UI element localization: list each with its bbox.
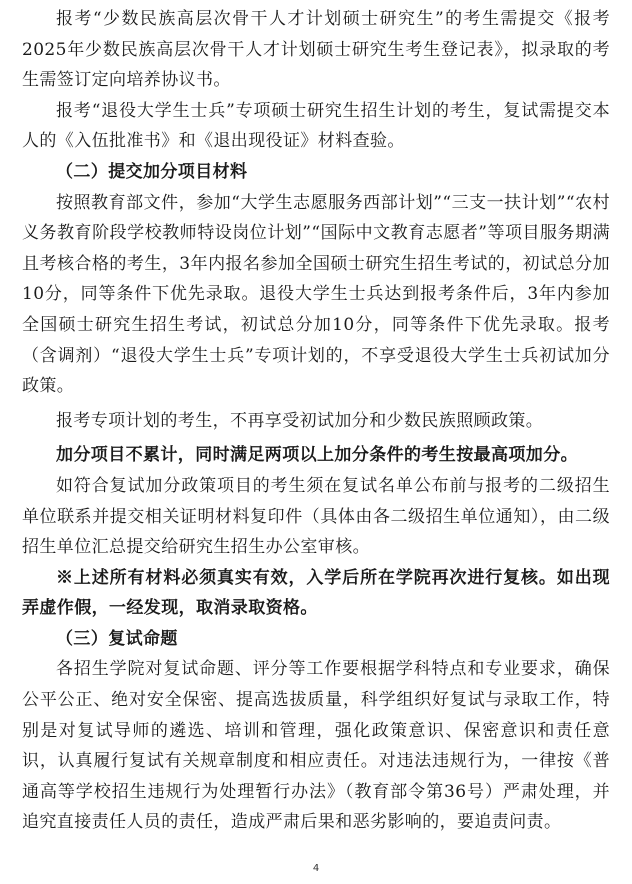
paragraph-bonus-submission: 如符合复试加分政策项目的考生须在复试名单公布前与报考的二级招生单位联系并提交相关证明材料复印件（具体由各二级招生单位通知），由二级招生单位汇总提交给研究生招生办公室审核。 [22,475,610,558]
paragraph-authenticity-warning: ※上述所有材料必须真实有效，入学后所在学院再次进行复核。如出现弄虚作假，一经发现，取消录取资格。 [22,567,610,619]
paragraph-bonus-policy: 按照教育部文件，参加“大学生志愿服务西部计划”“三支一扶计划”“农村义务教育阶段学校教师特设岗位计划”“国际中文教育志愿者”等项目服务期满且考核合格的考生，3年内报名参加全国硕士研究生招生考试的，初试总分加10分，同等条件下优先录取。退役大学生士兵达到报考条件后，3年内参加全国硕士研究生招生考试，初试总分加10分，同等条件下优先录取。报考（含调剂）“退役大学生士兵”专项计划的，不享受退役大学生士兵初试加分政策。 [22,192,610,397]
section-heading-reexam-questions: （三）复试命题 [56,628,178,649]
paragraph-veteran-documents: 报考“退役大学生士兵”专项硕士研究生招生计划的考生，复试需提交本人的《入伍批准书》和《退出现役证》材料查验。 [22,100,610,152]
page-number: 4 [312,863,320,874]
paragraph-minority-registration: 报考“少数民族高层次骨干人才计划硕士研究生”的考生需提交《报考2025年少数民族高层次骨干人才计划硕士研究生考生登记表》，拟录取的考生需签订定向培养协议书。 [22,9,610,91]
paragraph-special-plan-note: 报考专项计划的考生，不再享受初试加分和少数民族照顾政策。 [56,410,544,431]
section-heading-bonus-materials: （二）提交加分项目材料 [56,161,248,182]
paragraph-reexam-requirements: 各招生学院对复试命题、评分等工作要根据学科特点和专业要求，确保公平公正、绝对安全保密、提高选拔质量，科学组织好复试与录取工作，特别是对复试导师的遴选、培训和管理，强化政策意识、保密意识和责任意识，认真履行复试有关规章制度和相应责任。对违法违规行为，一律按《普通高等学校招生违规行为处理暂行办法》（教育部令第36号）严肃处理，并追究直接责任人员的责任，造成严肃后果和恶劣影响的，要追责问责。 [22,659,610,833]
paragraph-bonus-not-cumulative: 加分项目不累计，同时满足两项以上加分条件的考生按最高项加分。 [56,445,578,466]
